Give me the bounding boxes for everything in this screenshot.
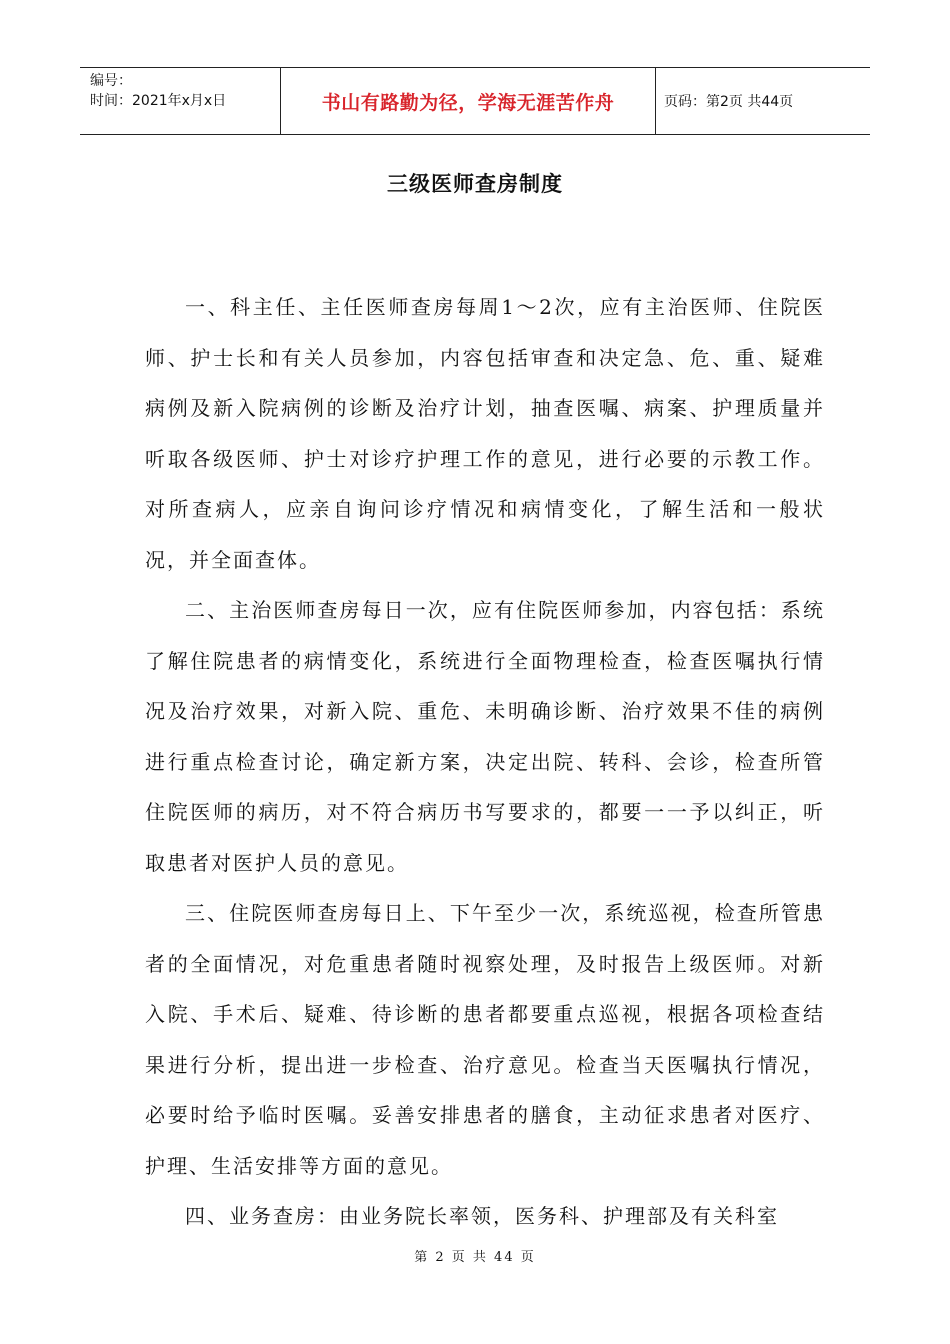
header-meta [80,68,281,134]
paragraph: 二、主治医师查房每日一次，应有住院医师参加，内容包括：系统了解住院患者的病情变化，系统进行全面物理检查，检查医嘱执行情况及治疗效果，对新入院、重危、未明确诊断、治疗效果不佳的病例进行重点检查讨论，确定新方案，决定出院、转科、会诊，检查所管住院医师的病历，对不符合病历书写要求的，都要一一予以纠正，听取患者对医护人员的意见。 [145,598,825,875]
document-header [80,67,870,135]
document-body [145,282,825,1242]
header-number-label: 编号： [90,73,132,89]
paragraph: 四、业务查房：由业务院长率领，医务科、护理部及有关科室 [185,1204,779,1228]
header-date-label: 时间：2021年x月x日 [90,93,227,109]
header-page-info: 页码：第2页 共44页 [664,94,794,110]
paragraph: 三、住院医师查房每日上、下午至少一次，系统巡视，检查所管患者的全面情况，对危重患者随时视察处理，及时报告上级医师。对新入院、手术后、疑难、待诊断的患者都要重点巡视，根据各项检查结果进行分析，提出进一步检查、治疗意见。检查当天医嘱执行情况，必要时给予临时医嘱。妥善安排患者的膳食，主动征求患者对医疗、护理、生活安排等方面的意见。 [145,901,825,1178]
header-motto: 书山有路勤为径，学海无涯苦作舟 [281,68,656,134]
document-title: 三级医师查房制度 [387,172,563,196]
paragraph: 一、科主任、主任医师查房每周1～2次，应有主治医师、住院医师、护士长和有关人员参加，内容包括审查和决定急、危、重、疑难病例及新入院病例的诊断及治疗计划，抽查医嘱、病案、护理质量并听取各级医师、护士对诊疗护理工作的意见，进行必要的示教工作。对所查病人，应亲自询问诊疗情况和病情变化，了解生活和一般状况，并全面查体。 [145,295,825,572]
page-footer: 第 2 页 共 44 页 [414,1250,536,1265]
